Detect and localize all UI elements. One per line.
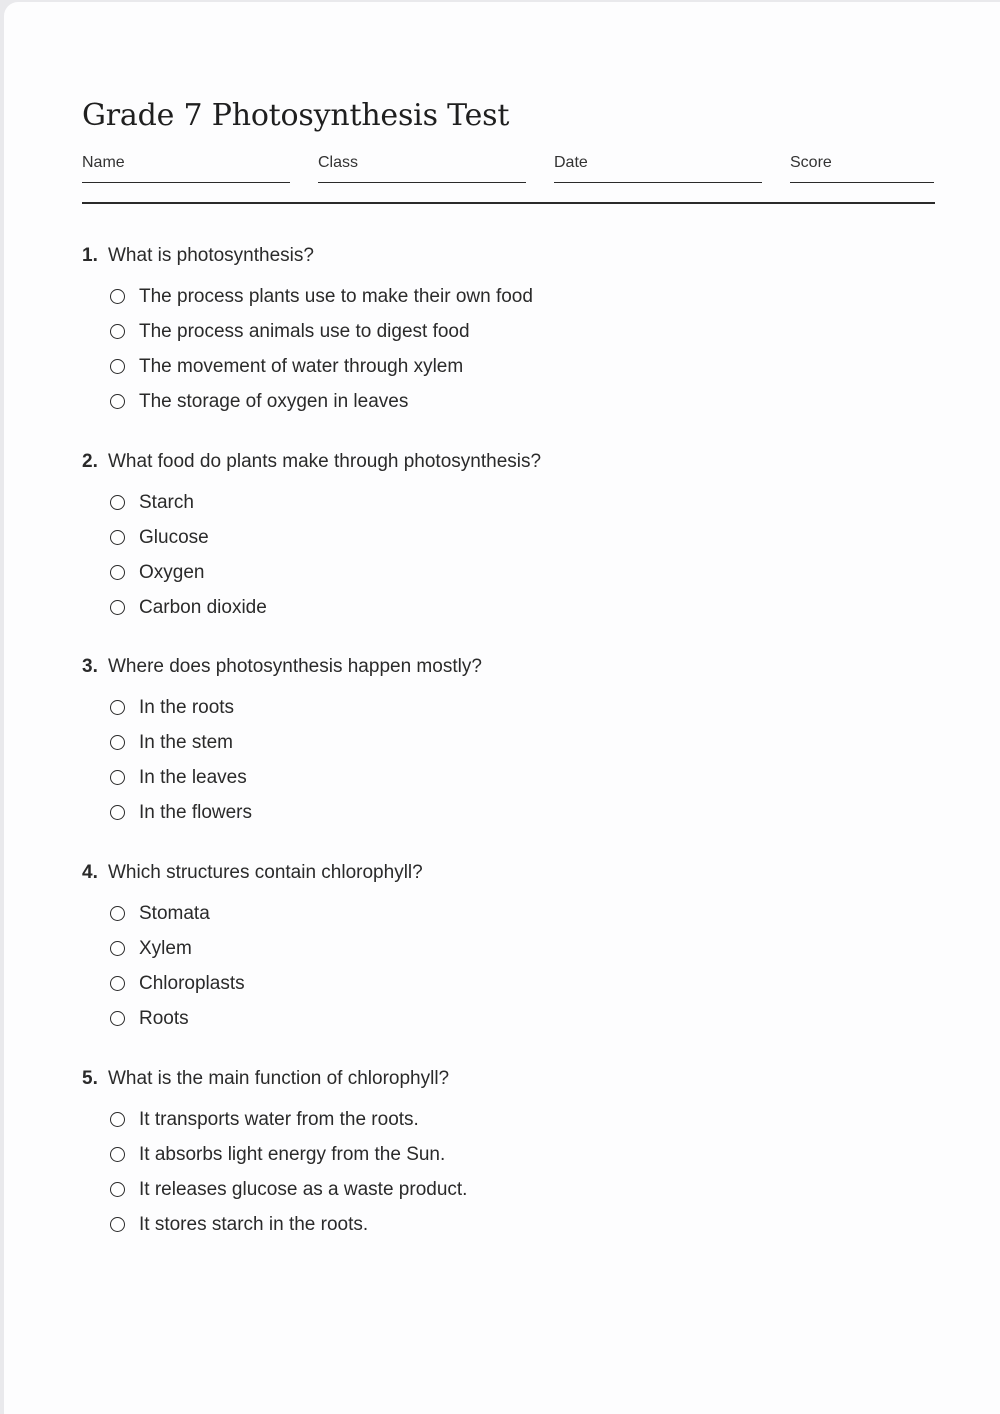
option-label: Chloroplasts	[139, 972, 245, 994]
answer-option[interactable]	[110, 485, 942, 520]
answer-option[interactable]	[110, 590, 942, 625]
question-number: 5.	[82, 1068, 98, 1089]
radio-button[interactable]	[110, 530, 125, 545]
radio-button[interactable]	[110, 1182, 125, 1197]
radio-button[interactable]	[110, 600, 125, 615]
question-text: What is photosynthesis?	[108, 245, 314, 266]
answer-option[interactable]	[110, 896, 942, 931]
option-label: Oxygen	[139, 561, 205, 583]
option-label: The process animals use to digest food	[139, 320, 470, 342]
option-label: Starch	[139, 491, 194, 513]
question-3	[82, 654, 942, 830]
answer-option[interactable]	[110, 931, 942, 966]
question-prompt	[82, 860, 942, 886]
answer-option[interactable]	[110, 384, 942, 419]
question-prompt	[82, 654, 942, 680]
radio-button[interactable]	[110, 1011, 125, 1026]
question-number: 3.	[82, 656, 98, 677]
radio-button[interactable]	[110, 906, 125, 921]
score-field-label: Score	[790, 154, 832, 171]
page-title: Grade 7 Photosynthesis Test	[82, 98, 510, 133]
question-text: What is the main function of chlorophyll?	[108, 1068, 450, 1089]
question-2	[82, 449, 942, 625]
question-prompt	[82, 1066, 942, 1092]
answer-option[interactable]	[110, 1001, 942, 1036]
question-text: Which structures contain chlorophyll?	[108, 862, 423, 883]
radio-button[interactable]	[110, 359, 125, 374]
answer-option[interactable]	[110, 314, 942, 349]
answer-options	[110, 896, 942, 1036]
score-field[interactable]	[790, 154, 934, 183]
question-5	[82, 1066, 942, 1242]
student-info-fields	[82, 154, 934, 186]
option-label: Roots	[139, 1007, 189, 1029]
answer-option[interactable]	[110, 1207, 942, 1242]
answer-option[interactable]	[110, 690, 942, 725]
test-page	[4, 2, 1000, 1414]
option-label: It stores starch in the roots.	[139, 1213, 369, 1235]
radio-button[interactable]	[110, 700, 125, 715]
option-label: It transports water from the roots.	[139, 1108, 419, 1130]
option-label: It absorbs light energy from the Sun.	[139, 1143, 446, 1165]
option-label: Stomata	[139, 902, 210, 924]
question-1	[82, 243, 942, 419]
radio-button[interactable]	[110, 324, 125, 339]
radio-button[interactable]	[110, 289, 125, 304]
radio-button[interactable]	[110, 394, 125, 409]
class-field[interactable]	[318, 154, 526, 183]
answer-option[interactable]	[110, 966, 942, 1001]
answer-option[interactable]	[110, 349, 942, 384]
question-prompt	[82, 243, 942, 269]
question-4	[82, 860, 942, 1036]
option-label: It releases glucose as a waste product.	[139, 1178, 468, 1200]
option-label: Carbon dioxide	[139, 596, 267, 618]
answer-option[interactable]	[110, 1137, 942, 1172]
radio-button[interactable]	[110, 735, 125, 750]
answer-options	[110, 1102, 942, 1242]
option-label: In the leaves	[139, 766, 247, 788]
radio-button[interactable]	[110, 495, 125, 510]
radio-button[interactable]	[110, 565, 125, 580]
question-number: 4.	[82, 862, 98, 883]
answer-option[interactable]	[110, 555, 942, 590]
question-text: Where does photosynthesis happen mostly?	[108, 656, 482, 677]
radio-button[interactable]	[110, 1147, 125, 1162]
option-label: The storage of oxygen in leaves	[139, 390, 409, 412]
radio-button[interactable]	[110, 770, 125, 785]
class-field-label: Class	[318, 154, 359, 171]
radio-button[interactable]	[110, 1217, 125, 1232]
question-prompt	[82, 449, 942, 475]
option-label: In the roots	[139, 696, 235, 718]
date-field-label: Date	[554, 154, 588, 171]
radio-button[interactable]	[110, 1112, 125, 1127]
radio-button[interactable]	[110, 976, 125, 991]
answer-option[interactable]	[110, 760, 942, 795]
answer-option[interactable]	[110, 1172, 942, 1207]
question-number: 2.	[82, 451, 98, 472]
radio-button[interactable]	[110, 805, 125, 820]
question-text: What food do plants make through photosynthesis?	[108, 451, 542, 472]
answer-option[interactable]	[110, 725, 942, 760]
option-label: The process plants use to make their own food	[139, 285, 533, 307]
answer-option[interactable]	[110, 279, 942, 314]
answer-option[interactable]	[110, 1102, 942, 1137]
date-field[interactable]	[554, 154, 762, 183]
option-label: In the flowers	[139, 801, 252, 823]
answer-option[interactable]	[110, 520, 942, 555]
answer-options	[110, 485, 942, 625]
option-label: The movement of water through xylem	[139, 355, 464, 377]
header-divider	[82, 202, 935, 204]
name-field-label: Name	[82, 154, 125, 171]
option-label: Glucose	[139, 526, 209, 548]
question-number: 1.	[82, 245, 98, 266]
option-label: In the stem	[139, 731, 233, 753]
option-label: Xylem	[139, 937, 192, 959]
radio-button[interactable]	[110, 941, 125, 956]
answer-options	[110, 690, 942, 830]
name-field[interactable]	[82, 154, 290, 183]
answer-options	[110, 279, 942, 419]
answer-option[interactable]	[110, 795, 942, 830]
